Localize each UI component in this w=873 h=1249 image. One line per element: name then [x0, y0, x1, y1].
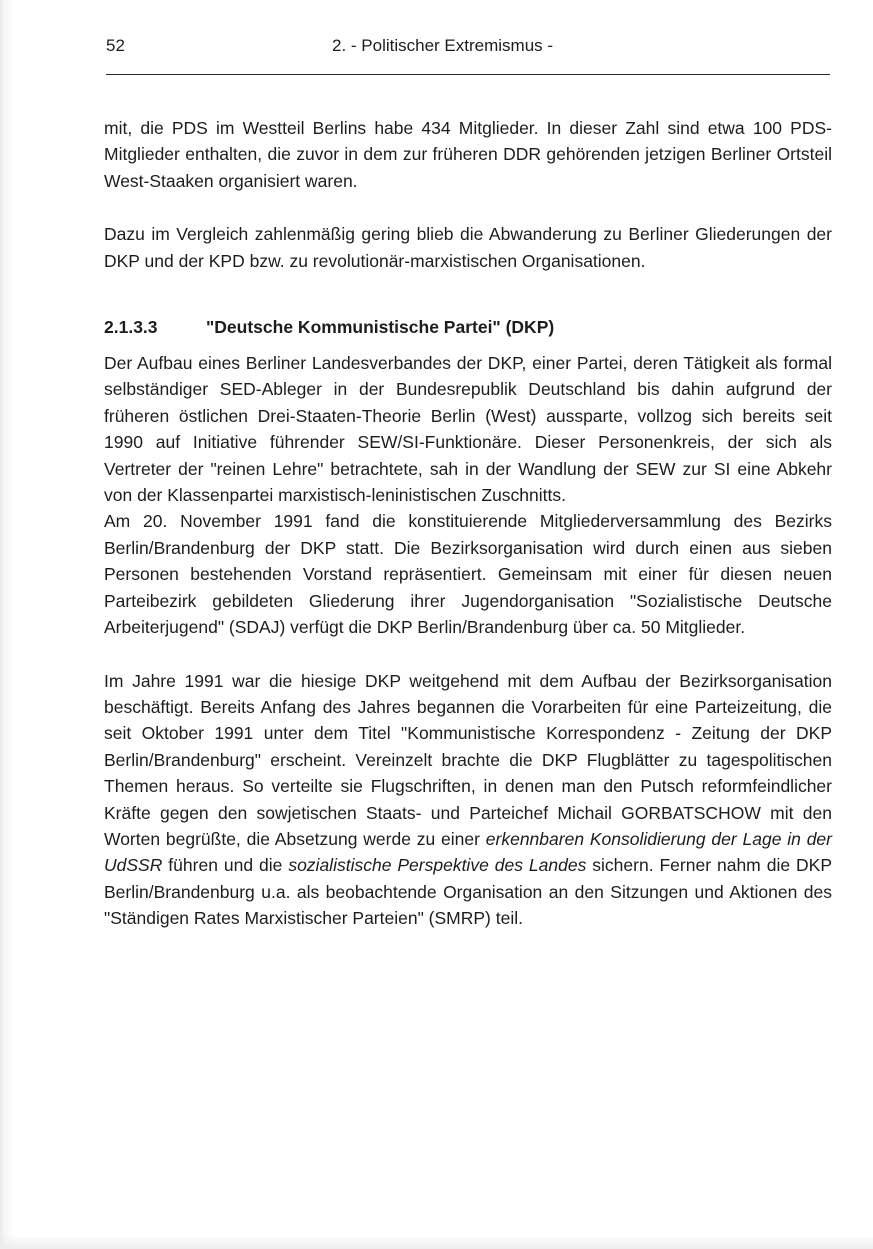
header-rule: [106, 74, 830, 75]
paragraph-section-3: [104, 668, 832, 932]
italic-quote-2: sozialistische Perspektive des Landes: [288, 855, 587, 876]
page-header: [106, 36, 830, 62]
page-number: 52: [106, 36, 125, 55]
running-title: 2. - Politischer Extremismus -: [332, 36, 554, 55]
page-edge-shadow: [0, 1235, 873, 1249]
paragraph-section-2: Am 20. November 1991 fand die konstituierende Mitgliederversammlung des Bezirks Berlin/Brandenburg der DKP statt. Die Bezirksorganisation wird durch einen aus sieben Personen bestehenden Vorstand repräsentiert. Gemeinsam mit einer für diesen neuen Parteibezirk gebildeten Gliederung ihrer Jugendorganisation "Sozialistische Deutsche Arbeiterjugend" (SDAJ) verfügt die DKP Berlin/Brandenburg über ca. 50 Mitglieder.: [104, 511, 832, 638]
paragraph-gap: [104, 641, 832, 668]
section-title: "Deutsche Kommunistische Partei" (DKP): [206, 317, 555, 338]
section-number: 2.1.3.3: [104, 317, 158, 338]
paragraph-intro-1: mit, die PDS im Westteil Berlins habe 434 Mitglieder. In dieser Zahl sind etwa 100 PDS-Mitglieder enthalten, die zuvor in dem zur früheren DDR gehörenden jetzigen Berliner Ortsteil West-Staaken organisiert waren.: [104, 118, 832, 191]
italic-quote-1: erkennbaren Konsolidierung der Lage in der UdSSR: [104, 828, 832, 876]
body-text: [104, 115, 832, 932]
paragraph-intro-2: Dazu im Vergleich zahlenmäßig gering blieb die Abwanderung zu Berliner Gliederungen der DKP und der KPD bzw. zu revolutionär-marxistischen Organisationen.: [104, 224, 832, 271]
text-run: sichern. Ferner nahm die DKP Berlin/Brandenburg u.a. als beobachtende Organisation an den Sitzungen und Aktionen des "Ständigen Rates Marxistischer Parteien" (SMRP) teil.: [104, 855, 832, 929]
text-run: Im Jahre 1991 war die hiesige DKP weitgehend mit dem Aufbau der Bezirksorganisation beschäftigt. Bereits Anfang des Jahres begannen die Vorarbeiten für eine Parteizeitung, die seit Oktober 1991 unter dem Titel "Kommunistische Korrespondenz - Zeitung der DKP Berlin/Brandenburg" erscheint. Vereinzelt brachte die DKP Flugblätter zu tagespolitischen Themen heraus. So verteilte sie Flugschriften, in denen man den Putsch reformfeindlicher Kräfte gegen den sowjetischen Staats- und Parteichef Michail GORBATSCHOW mit den Worten begrüßte, die Absetzung werde zu einer: [104, 670, 832, 849]
text-run: führen und die: [162, 855, 289, 876]
paragraph-gap: [104, 194, 832, 221]
section-gap: [104, 274, 832, 314]
section-heading: [104, 314, 832, 340]
paragraph-section-1: Der Aufbau eines Berliner Landesverbandes der DKP, einer Partei, deren Tätigkeit als formal selbständiger SED-Ableger in der Bundesrepublik Deutschland bis dahin aufgrund der früheren östlichen Drei-Staaten-Theorie Berlin (West) aussparte, vollzog sich bereits seit 1990 auf Initiative führender SEW/SI-Funktionäre. Dieser Personenkreis, der sich als Vertreter der "reinen Lehre" betrachtete, sah in der Wandlung der SEW zur SI eine Abkehr von der Klassenpartei marxistisch-leninistischen Zuschnitts.: [104, 353, 832, 506]
